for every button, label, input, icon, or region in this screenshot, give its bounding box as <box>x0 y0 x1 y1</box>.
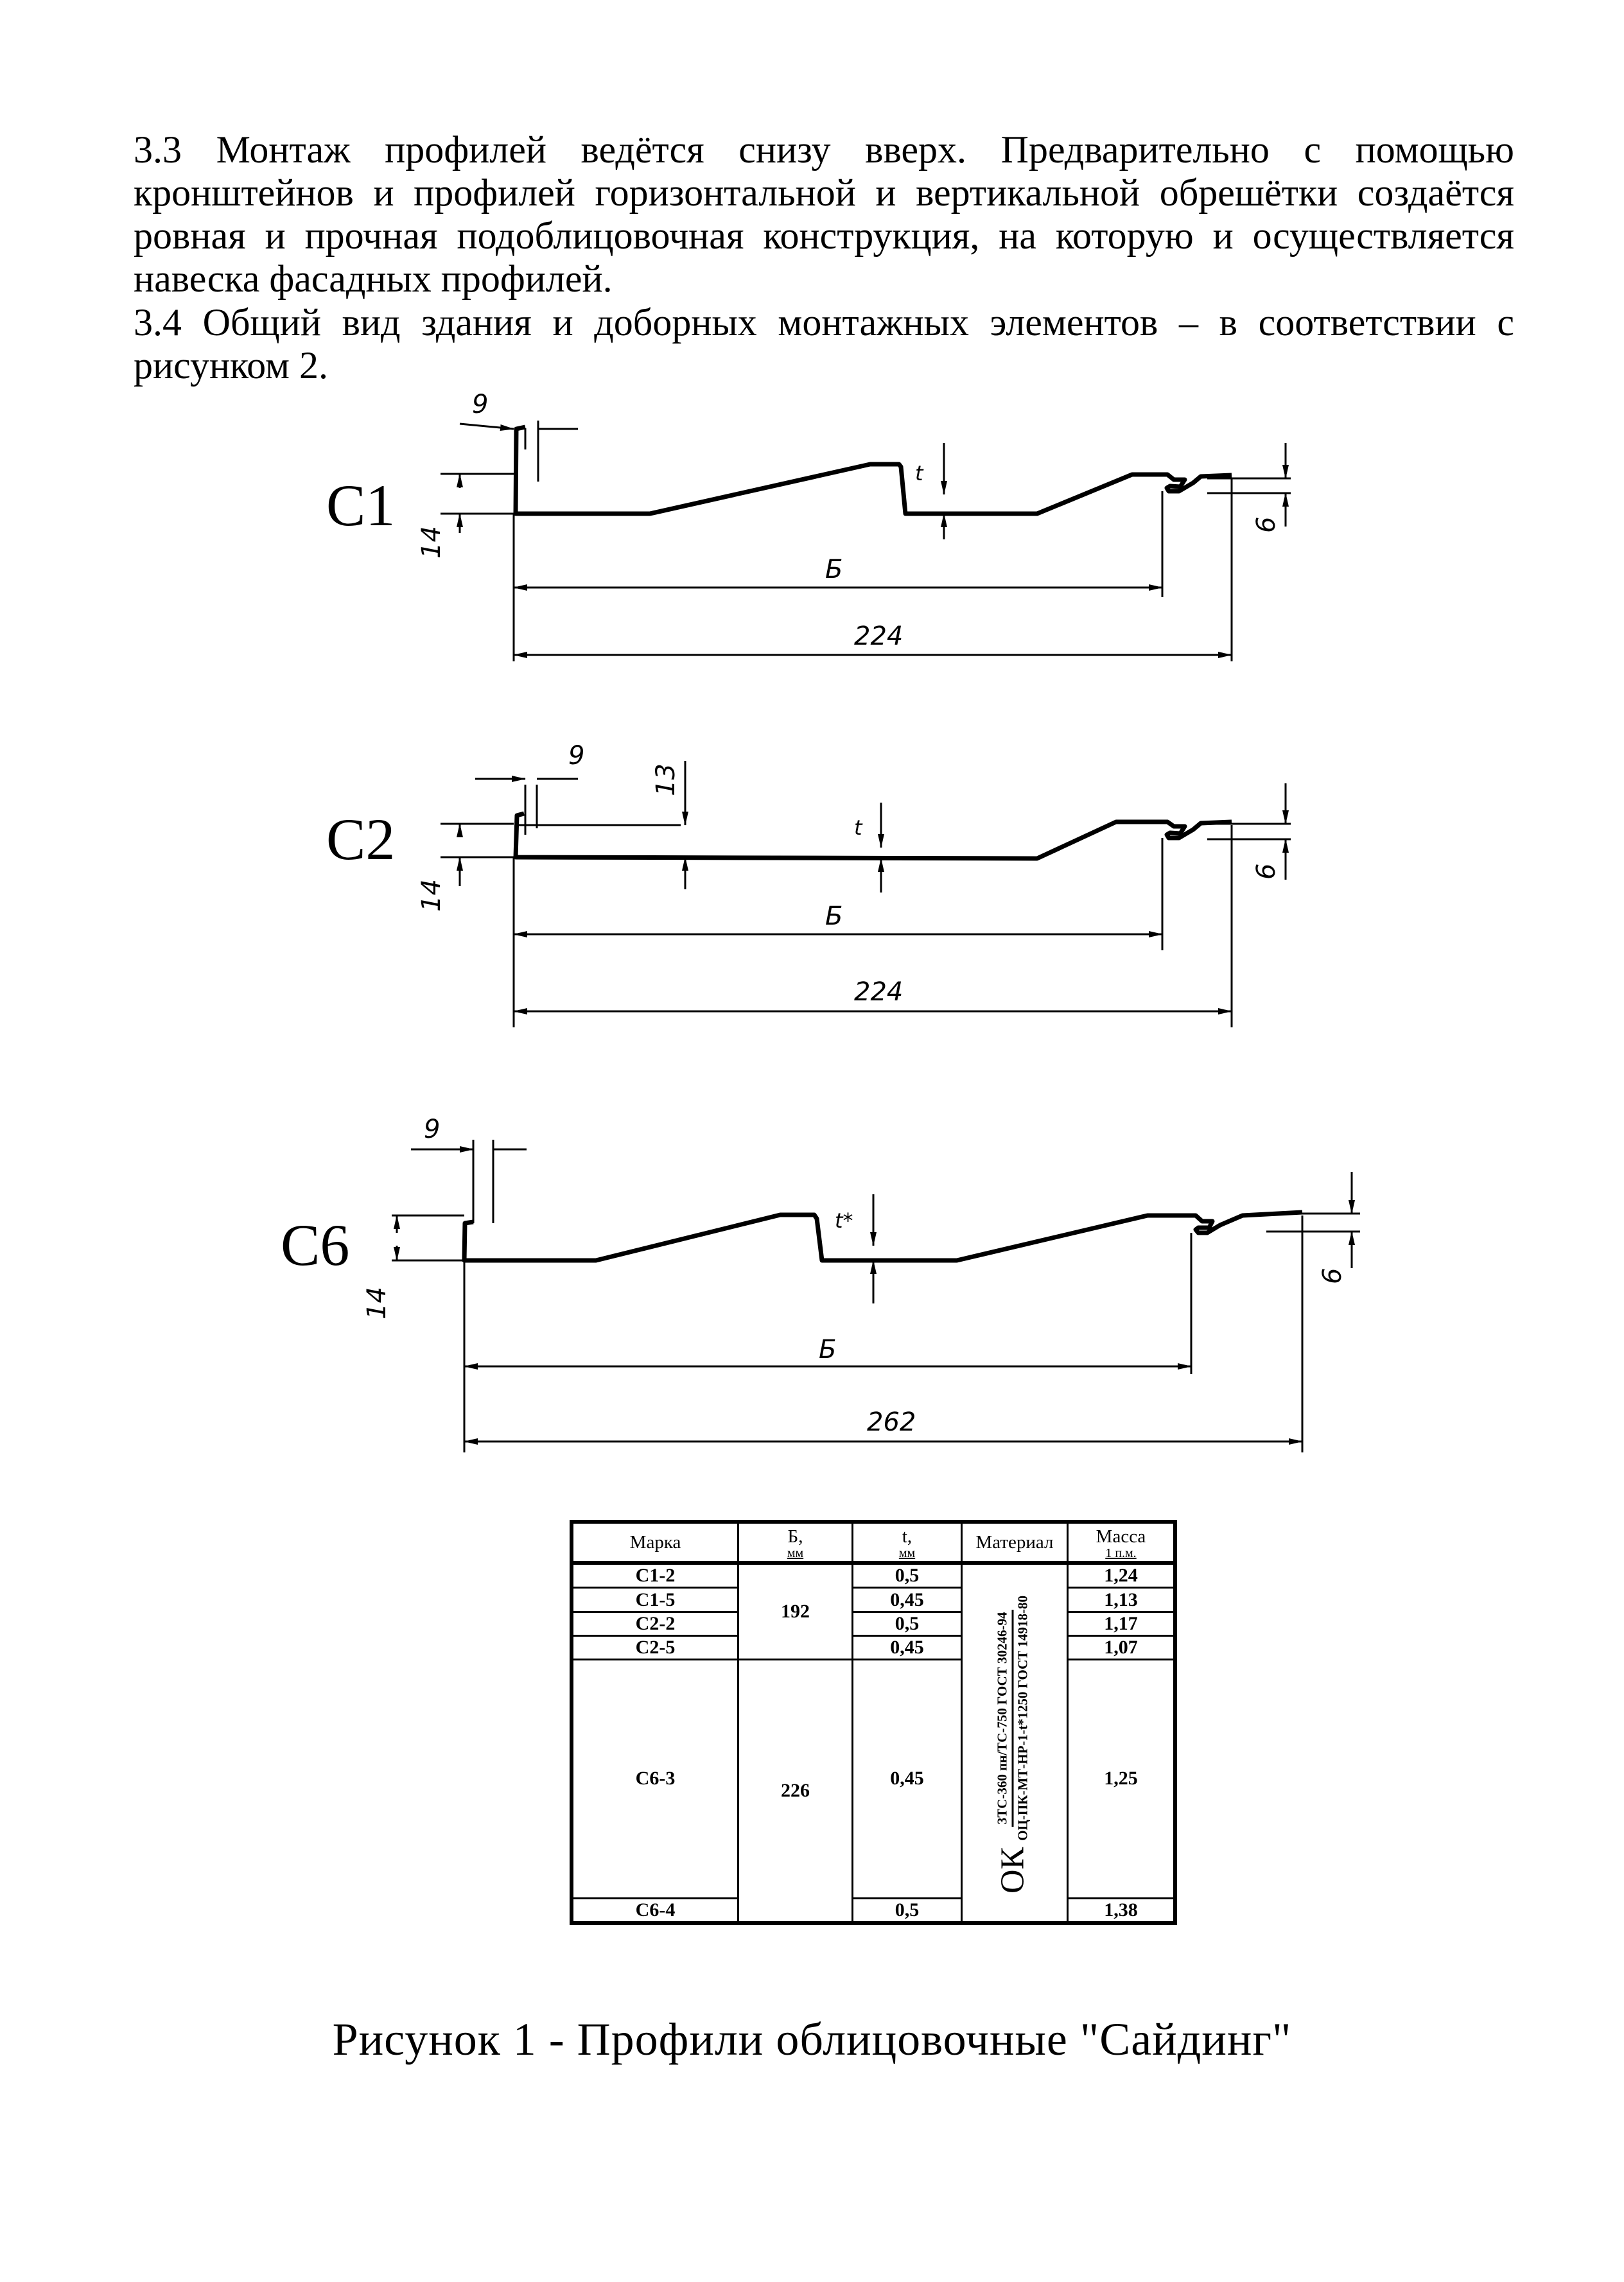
cell-t: 0,45 <box>853 1660 962 1898</box>
cell-b-192: 192 <box>738 1563 853 1660</box>
profile-c1-label: С1 <box>326 473 396 538</box>
c6-dim-t: t* <box>835 1208 853 1233</box>
profile-c2-label: С2 <box>326 806 396 872</box>
paragraph-3-4: 3.4 Общий вид здания и доборных монтажных элементов – в соответствии с рисунком 2. <box>134 301 1514 387</box>
cell-mark: С2-2 <box>572 1612 738 1635</box>
col-header-t: t, мм <box>853 1522 962 1563</box>
c2-dim-14: 14 <box>417 879 446 912</box>
c6-dim-b: Б <box>819 1335 837 1364</box>
col-header-material: Материал <box>962 1522 1068 1563</box>
profile-c6-label: С6 <box>281 1212 350 1278</box>
cell-mass: 1,25 <box>1068 1660 1176 1898</box>
cell-t: 0,45 <box>853 1588 962 1612</box>
table-row <box>572 1588 1175 1612</box>
profile-c2-drawing <box>417 741 1291 1027</box>
c1-dim-6: 6 <box>1252 516 1281 533</box>
cell-mark: С6-3 <box>572 1660 738 1898</box>
col-header-b: Б, мм <box>738 1522 853 1563</box>
profiles-spec-table <box>570 1520 1177 1925</box>
table-row <box>572 1660 1175 1898</box>
cell-mark: С2-5 <box>572 1636 738 1660</box>
profile-c6-outline <box>464 1212 1302 1260</box>
c6-dim-6: 6 <box>1318 1267 1347 1284</box>
cell-mass: 1,17 <box>1068 1612 1176 1635</box>
table-header-row <box>572 1522 1175 1563</box>
cell-mass: 1,38 <box>1068 1898 1176 1923</box>
table-row <box>572 1563 1175 1588</box>
c6-dim-262: 262 <box>867 1407 916 1437</box>
material-numerator: 3ТС-360 пн/ТС-750 ГОСТ 30246-94 <box>995 1609 1014 1827</box>
cell-b-226: 226 <box>738 1660 853 1923</box>
cell-mark: С1-5 <box>572 1588 738 1612</box>
table-row <box>572 1898 1175 1923</box>
cell-t: 0,5 <box>853 1898 962 1923</box>
profile-c1-outline <box>516 427 1232 514</box>
c1-dim-b: Б <box>825 555 843 584</box>
material-denominator: ОЦ-ПК-МТ-НР-1-t*1250 ГОСТ 14918-80 <box>1015 1595 1031 1841</box>
cell-t: 0,45 <box>853 1636 962 1660</box>
c2-dim-6: 6 <box>1252 863 1281 880</box>
cell-mass: 1,13 <box>1068 1588 1176 1612</box>
material-prefix: ОК <box>994 1847 1031 1894</box>
profile-c1-drawing <box>417 390 1291 661</box>
figure-caption: Рисунок 1 - Профили облицовочные "Сайдинг" <box>332 2014 1292 2065</box>
c6-dim-9: 9 <box>424 1115 441 1144</box>
profile-c2-outline <box>516 814 1232 858</box>
c1-dim-t: t <box>915 461 923 485</box>
cell-mass: 1,07 <box>1068 1636 1176 1660</box>
c6-dim-14: 14 <box>362 1287 392 1320</box>
col-header-mark: Марка <box>572 1522 738 1563</box>
table-row <box>572 1612 1175 1635</box>
c2-dim-b: Б <box>825 901 843 931</box>
cell-t: 0,5 <box>853 1563 962 1588</box>
cell-mark: С1-2 <box>572 1563 738 1588</box>
c2-dim-t: t <box>854 815 862 840</box>
c2-dim-13: 13 <box>651 763 681 796</box>
cell-mark: С6-4 <box>572 1898 738 1923</box>
table-row <box>572 1636 1175 1660</box>
c2-dim-224: 224 <box>854 977 904 1007</box>
c1-dim-224: 224 <box>854 622 904 651</box>
col-header-mass: Масса 1 п.м. <box>1068 1522 1176 1563</box>
c1-dim-9: 9 <box>472 390 489 419</box>
cell-mass: 1,24 <box>1068 1563 1176 1588</box>
cell-material <box>962 1563 1068 1923</box>
cell-t: 0,5 <box>853 1612 962 1635</box>
paragraph-3-3: 3.3 Монтаж профилей ведётся снизу вверх. Предварительно с помощью кронштейнов и профилей горизонтальной и вертикальной обрешётки создаётся ровная и прочная подоблицовочная конструкция, на которую и осуществляется навеска фасадных профилей. <box>134 128 1514 300</box>
c1-dim-14: 14 <box>417 526 446 559</box>
profile-c6-drawing <box>362 1115 1360 1452</box>
c2-dim-9: 9 <box>568 741 585 771</box>
